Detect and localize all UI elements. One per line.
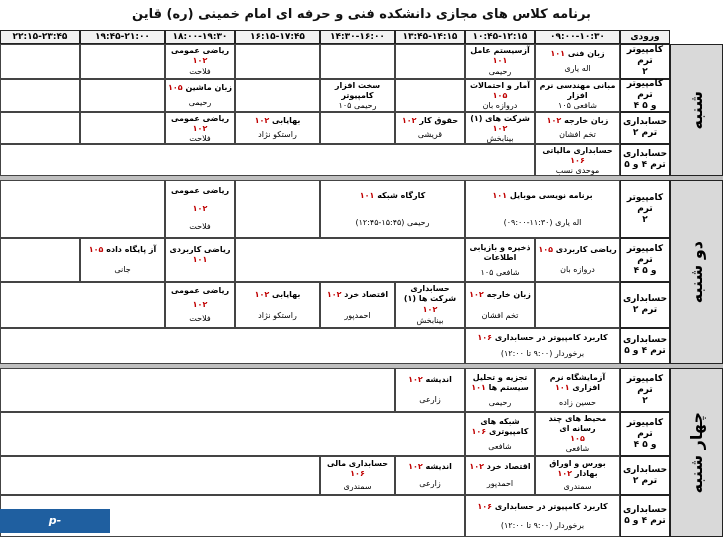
header-entry: ورودی — [620, 30, 670, 44]
empty-cell — [0, 238, 80, 282]
empty-cell — [80, 44, 165, 79]
group-comp2-sat: کامپیوتر ترم ۲ — [620, 44, 670, 79]
empty-cell — [0, 282, 165, 328]
empty-cell — [0, 112, 80, 144]
group-comp2-wed: کامپیوتر ترم ۲ — [620, 368, 670, 412]
empty-cell — [0, 456, 320, 495]
class-cell: حسابداری مالی ۱۰۶ سمندری — [320, 456, 395, 495]
header-slot-7: ۱۹:۴۵-۲۱:۰۰ — [80, 30, 165, 44]
empty-cell — [0, 79, 80, 112]
class-cell: مبانی مهندسی نرم افزار شافعی ۱۰۵ — [535, 79, 620, 112]
class-cell: اقتصاد خرد ۱۰۲ احمدپور — [465, 456, 535, 495]
class-cell: زبان خارجه ۱۰۲ تخم افشان — [535, 112, 620, 144]
header-slot-1: ۰۹:۰۰-۱۰:۳۰ — [535, 30, 620, 44]
group-acc2-sat: حسابداری ترم ۲ — [620, 112, 670, 144]
empty-cell — [0, 368, 395, 412]
class-cell: ریاضی عمومی ۱۰۲ فلاحت — [165, 282, 235, 328]
class-cell: کارگاه شبکه ۱۰۱ رحیمی (۱۵:۴۵-۱۲:۴۵) — [320, 180, 465, 238]
class-cell: ریاضی عمومی ۱۰۲ فلاحت — [165, 112, 235, 144]
class-cell: بهایابی ۱۰۲ راستکو نژاد — [235, 282, 320, 328]
class-cell: حسابداری مالیاتی ۱۰۶ موحدی نسب — [535, 144, 620, 176]
header-slot-2: ۱۰:۴۵-۱۲:۱۵ — [465, 30, 535, 44]
group-comp45-mon: کامپیوتر ترم ۴ و ۵ — [620, 238, 670, 282]
empty-cell — [320, 44, 395, 79]
class-cell: بورس و اوراق بهادار ۱۰۲ سمندری — [535, 456, 620, 495]
group-comp45-sat: کامپیوتر ترم ۴ و ۵ — [620, 79, 670, 112]
empty-cell — [395, 79, 465, 112]
header-slot-5: ۱۶:۱۵-۱۷:۴۵ — [235, 30, 320, 44]
group-acc2-mon: حسابداری ترم ۲ — [620, 282, 670, 328]
class-cell: سخت افزار کامپیوتر رحیمی ۱۰۵ — [320, 79, 395, 112]
empty-cell — [535, 282, 620, 328]
class-cell: شرکت های (۱) ۱۰۲ بینابخش — [465, 112, 535, 144]
class-cell: اقتصاد خرد ۱۰۲ احمدپور — [320, 282, 395, 328]
group-comp2-mon: کامپیوتر ترم ۲ — [620, 180, 670, 238]
site-watermark: p-ghayen.tvu.ac.ir — [0, 509, 110, 533]
class-cell: ریاضی کاربردی ۱۰۵ دروازه بان — [535, 238, 620, 282]
class-cell: حسابداری شرکت ها (۱) ۱۰۲ بینابخش — [395, 282, 465, 328]
header-slot-3: ۱۳:۴۵-۱۴:۱۵ — [395, 30, 465, 44]
class-cell: تجزیه و تحلیل سیستم ها ۱۰۱ رحیمی — [465, 368, 535, 412]
day-monday: دو شنبه — [670, 180, 723, 364]
class-cell: کاربرد کامپیوتر در حسابداری ۱۰۶ برخوردار (۹:۰۰ تا ۱۲:۰۰) — [465, 495, 620, 537]
class-cell: ریاضی کاربردی ۱۰۱ — [165, 238, 235, 282]
empty-cell — [395, 44, 465, 79]
header-slot-8: ۲۲:۱۵-۲۳:۴۵ — [0, 30, 80, 44]
class-cell: برنامه نویسی موبایل ۱۰۱ اله یاری (۱۱:۳۰-۰۹:۰۰) — [465, 180, 620, 238]
class-cell: آمار و احتمالات ۱۰۵ دروازه بان — [465, 79, 535, 112]
empty-cell — [80, 79, 165, 112]
class-cell: حقوق کار ۱۰۲ قریشی — [395, 112, 465, 144]
empty-cell — [0, 44, 80, 79]
group-comp45-wed: کامپیوتر ترم ۴ و ۵ — [620, 412, 670, 456]
class-cell: اندیشه ۱۰۲ زارعی — [395, 368, 465, 412]
class-cell: ریاضی عمومی ۱۰۲ فلاحت — [165, 44, 235, 79]
class-cell: زبان فنی ۱۰۱ اله یاری — [535, 44, 620, 79]
day-saturday: شنبه — [670, 44, 723, 176]
day-wednesday: چهار شنبه — [670, 368, 723, 537]
empty-cell — [235, 79, 320, 112]
empty-cell — [0, 180, 165, 238]
group-acc45-mon: حسابداری ترم ۴ و ۵ — [620, 328, 670, 364]
empty-cell — [235, 238, 465, 282]
class-cell: بهایابی ۱۰۲ راستکو نژاد — [235, 112, 320, 144]
class-cell: ریاضی عمومی ۱۰۲ فلاحت — [165, 180, 235, 238]
class-cell: زبان ماشین ۱۰۵ رحیمی — [165, 79, 235, 112]
class-cell: آزمایشگاه نرم افزاری ۱۰۱ حسین زاده — [535, 368, 620, 412]
class-cell: اندیشه ۱۰۲ زارعی — [395, 456, 465, 495]
header-slot-4: ۱۴:۳۰-۱۶:۰۰ — [320, 30, 395, 44]
empty-cell — [320, 112, 395, 144]
class-cell: محیط های چند رسانه ای ۱۰۵ شافعی — [535, 412, 620, 456]
page-title: برنامه کلاس های مجازی دانشکده فنی و حرفه ای امام خمینی (ره) قاین — [0, 0, 723, 30]
class-cell: آز پایگاه داده ۱۰۵ جانی — [80, 238, 165, 282]
class-cell: آزسیستم عامل ۱۰۱ رحیمی — [465, 44, 535, 79]
group-acc2-wed: حسابداری ترم ۲ — [620, 456, 670, 495]
header-slot-6: ۱۸:۰۰-۱۹:۳۰ — [165, 30, 235, 44]
empty-cell — [235, 180, 320, 238]
group-acc45-wed: حسابداری ترم ۴ و ۵ — [620, 495, 670, 537]
class-cell: ذخیره و بازیابی اطلاعات شافعی ۱۰۵ — [465, 238, 535, 282]
class-cell: زبان خارجه ۱۰۲ تخم افشان — [465, 282, 535, 328]
empty-cell — [0, 328, 465, 364]
group-acc45-sat: حسابداری ترم ۴ و ۵ — [620, 144, 670, 176]
empty-cell — [0, 144, 535, 176]
empty-cell — [0, 412, 465, 456]
class-cell: شبکه های کامپیوتری ۱۰۶ شافعی — [465, 412, 535, 456]
empty-cell — [235, 44, 320, 79]
empty-cell — [80, 112, 165, 144]
class-cell: کاربرد کامپیوتر در حسابداری ۱۰۶ برخوردار (۹:۰۰ تا ۱۲:۰۰) — [465, 328, 620, 364]
